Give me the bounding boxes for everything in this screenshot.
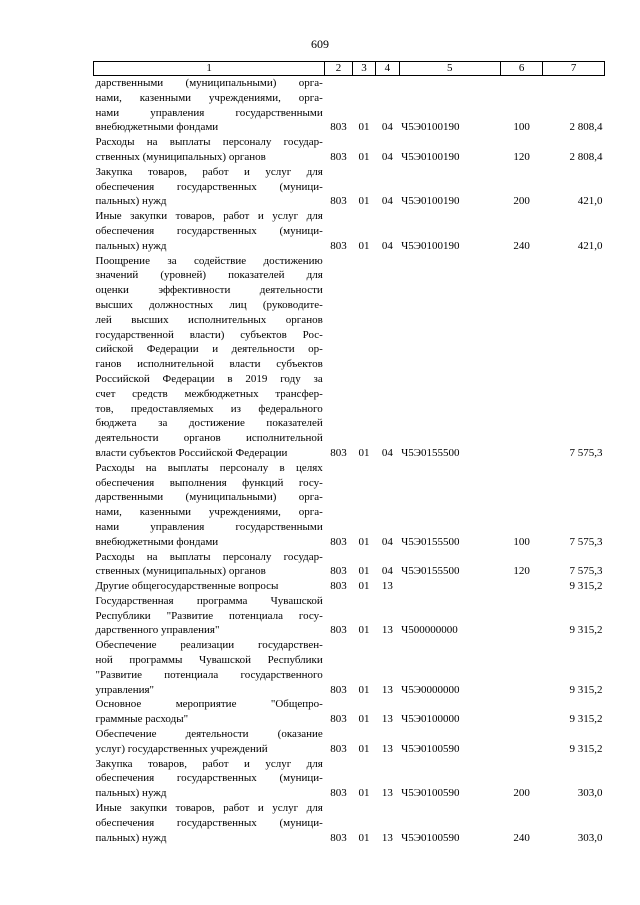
row-description [94,594,325,638]
subsection-code: 04 [381,195,393,208]
target-article-code: Ч5Э0155500 [401,535,460,548]
row-description [94,697,325,727]
chapter-code: 803 [330,742,347,755]
chapter-code: 803 [330,535,347,548]
section-code: 01 [358,565,370,578]
amount: 9 315,2 [569,713,603,726]
description-line: нами, казенными учреждениями, орга- [95,506,323,519]
table-row [94,254,605,461]
description-line: управления" [95,683,155,696]
expense-type-code: 240 [513,239,530,252]
chapter-code: 803 [330,580,347,593]
description-line: Республики "Развитие потенциала госу- [95,609,323,622]
description-line: Расходы на выплаты персоналу государ- [95,550,323,563]
description-line: сийской Федерации и деятельности ор- [95,343,323,356]
row-description [94,254,325,461]
description-line: Другие общегосударственные вопросы [95,580,279,593]
description-line: ной программы Чувашской Республики [95,654,323,667]
row-description [94,165,325,209]
section-code: 01 [358,150,370,163]
target-article-code: Ч5Э0155500 [401,446,460,459]
budget-table [93,61,605,845]
description-line: значений (уровней) показателей для [95,269,323,282]
description-line: Закупка товаров, работ и услуг для [95,757,323,770]
row-description [94,801,325,845]
table-row [94,638,605,697]
target-article-code: Ч5Э0100000 [401,713,460,726]
amount: 421,0 [577,195,603,208]
row-description [94,579,325,594]
description-line: пальных) нужд [95,787,167,800]
description-line: лей высших исполнительных органов [95,313,323,326]
subsection-code: 13 [381,580,393,593]
row-description [94,550,325,580]
table-row [94,579,605,594]
section-code: 01 [358,831,370,844]
target-article-code: Ч500000000 [401,624,458,637]
description-line: нами управления государственными [95,106,323,119]
expense-type-code: 200 [513,787,530,800]
table-row [94,727,605,757]
subsection-code: 04 [381,446,393,459]
description-line: тов, предоставляемых из федерального [95,402,323,415]
description-line: обеспечения государственных (муници- [95,772,323,785]
target-article-code: Ч5Э0000000 [401,683,460,696]
description-line: Закупка товаров, работ и услуг для [95,165,323,178]
section-code: 01 [358,239,370,252]
description-line: ственных (муниципальных) органов [95,150,266,163]
target-article-code: Ч5Э0100590 [401,787,460,800]
amount: 9 315,2 [569,624,603,637]
section-code: 01 [358,742,370,755]
expense-type-code: 200 [513,195,530,208]
table-row [94,550,605,580]
description-line: пальных) нужд [95,195,167,208]
section-code: 01 [358,624,370,637]
amount: 7 575,3 [569,565,603,578]
table-row [94,76,605,136]
description-line: ганов исполнительной власти субъектов [95,358,323,371]
table-row [94,757,605,801]
description-line: обеспечения выполнения функций госу- [95,476,323,489]
description-line: дарственными (муниципальными) орга- [95,491,323,504]
amount: 9 315,2 [569,580,603,593]
subsection-code: 13 [381,713,393,726]
table-row [94,801,605,845]
expense-type-code [500,579,542,594]
subsection-code: 13 [381,742,393,755]
chapter-code: 803 [330,239,347,252]
description-line: внебюджетными фондами [95,121,219,134]
expense-type-code [500,727,542,757]
expense-type-code [500,697,542,727]
chapter-code: 803 [330,121,347,134]
amount: 2 808,4 [569,121,603,134]
target-article-code [399,579,500,594]
description-line: высших должностных лиц (руководите- [95,298,323,311]
section-code: 01 [358,580,370,593]
description-line: нами управления государственными [95,520,323,533]
header-cell-4: 4 [376,62,399,76]
expense-type-code: 100 [513,535,530,548]
amount: 9 315,2 [569,742,603,755]
description-line: Основное мероприятие "Общепро- [95,698,323,711]
section-code: 01 [358,535,370,548]
description-line: Поощрение за содействие достижению [95,254,323,267]
description-line: Расходы на выплаты персоналу государ- [95,136,323,149]
row-description [94,76,325,136]
header-cell-5: 5 [399,62,500,76]
subsection-code: 13 [381,683,393,696]
amount: 421,0 [577,239,603,252]
expense-type-code [500,638,542,697]
page-number: 609 [311,37,329,51]
subsection-code: 13 [381,787,393,800]
subsection-code: 04 [381,535,393,548]
section-code: 01 [358,713,370,726]
section-code: 01 [358,683,370,696]
section-code: 01 [358,787,370,800]
chapter-code: 803 [330,565,347,578]
description-line: обеспечения государственных (муници- [95,180,323,193]
table-row [94,697,605,727]
chapter-code: 803 [330,150,347,163]
subsection-code: 13 [381,624,393,637]
table-row [94,165,605,209]
description-line: бюджета за достижение показателей [95,417,323,430]
amount: 303,0 [577,787,603,800]
description-line: Расходы на выплаты персоналу в целях [95,461,323,474]
header-cell-3: 3 [352,62,375,76]
row-description [94,135,325,165]
description-line: Обеспечение деятельности (оказание [95,728,323,741]
chapter-code: 803 [330,446,347,459]
amount: 7 575,3 [569,535,603,548]
row-description [94,461,325,550]
header-cell-7: 7 [543,62,605,76]
table-row [94,594,605,638]
description-line: услуг) государственных учреждений [95,742,268,755]
chapter-code: 803 [330,195,347,208]
description-line: дарственными (муниципальными) орга- [95,77,323,89]
target-article-code: Ч5Э0155500 [401,565,460,578]
description-line: власти субъектов Российской Федерации [95,446,288,459]
description-line: обеспечения государственных (муници- [95,224,323,237]
amount: 7 575,3 [569,446,603,459]
chapter-code: 803 [330,713,347,726]
budget-table-body [94,62,605,846]
chapter-code: 803 [330,831,347,844]
section-code: 01 [358,195,370,208]
description-line: Иные закупки товаров, работ и услуг для [95,210,323,223]
description-line: обеспечения государственных (муници- [95,816,323,829]
header-cell-6: 6 [500,62,542,76]
chapter-code: 803 [330,683,347,696]
description-line: "Развитие потенциала государственного [95,668,323,681]
expense-type-code: 120 [513,150,530,163]
description-line: ственных (муниципальных) органов [95,565,266,578]
description-line: Российской Федерации в 2019 году за [95,372,323,385]
description-line: государственной власти) субъектов Рос- [95,328,323,341]
target-article-code: Ч5Э0100190 [401,195,460,208]
section-code: 01 [358,446,370,459]
amount: 9 315,2 [569,683,603,696]
description-line: нами, казенными учреждениями, орга- [95,91,323,104]
expense-type-code [500,594,542,638]
header-cell-2: 2 [325,62,353,76]
amount: 2 808,4 [569,150,603,163]
expense-type-code: 100 [513,121,530,134]
table-row [94,135,605,165]
description-line: дарственного управления" [95,624,220,637]
expense-type-code [500,254,542,461]
subsection-code: 13 [381,831,393,844]
target-article-code: Ч5Э0100590 [401,831,460,844]
expense-type-code: 120 [513,565,530,578]
subsection-code: 04 [381,121,393,134]
chapter-code: 803 [330,624,347,637]
description-line: пальных) нужд [95,239,167,252]
row-description [94,638,325,697]
table-row [94,461,605,550]
target-article-code: Ч5Э0100190 [401,150,460,163]
description-line: граммные расходы" [95,713,189,726]
description-line: Обеспечение реализации государствен- [95,639,323,652]
chapter-code: 803 [330,787,347,800]
row-description [94,757,325,801]
target-article-code: Ч5Э0100190 [401,239,460,252]
description-line: внебюджетными фондами [95,535,219,548]
row-description [94,209,325,253]
row-description [94,727,325,757]
description-line: Государственная программа Чувашской [95,594,323,607]
amount: 303,0 [577,831,603,844]
table-row [94,209,605,253]
description-line: счет средств межбюджетных трансфер- [95,387,323,400]
subsection-code: 04 [381,565,393,578]
target-article-code: Ч5Э0100590 [401,742,460,755]
target-article-code: Ч5Э0100190 [401,121,460,134]
table-header-row [94,62,605,76]
section-code: 01 [358,121,370,134]
expense-type-code: 240 [513,831,530,844]
description-line: пальных) нужд [95,831,167,844]
description-line: оценки эффективности деятельности [95,284,323,297]
description-line: Иные закупки товаров, работ и услуг для [95,802,323,815]
header-cell-1: 1 [94,62,325,76]
subsection-code: 04 [381,150,393,163]
description-line: деятельности органов исполнительной [95,432,323,445]
subsection-code: 04 [381,239,393,252]
